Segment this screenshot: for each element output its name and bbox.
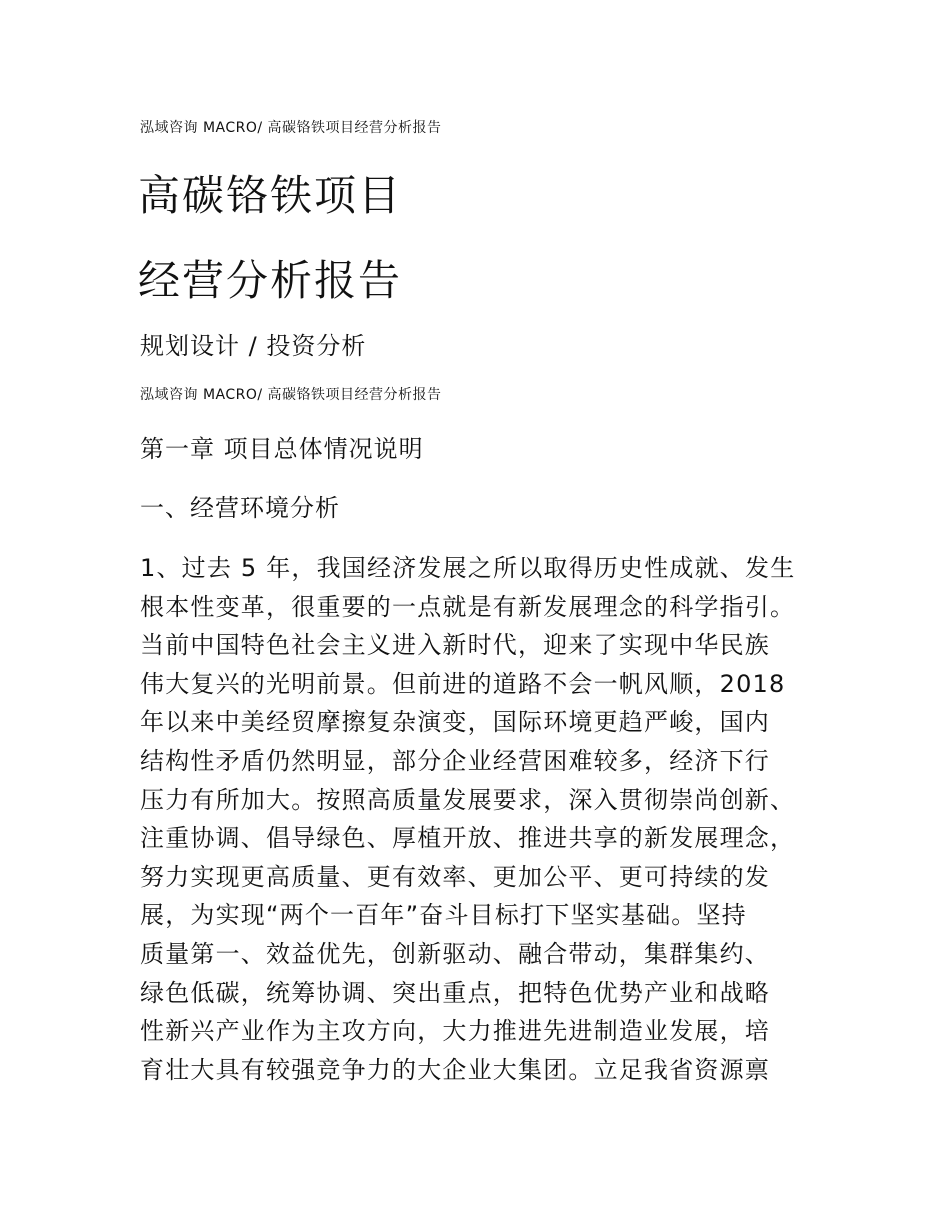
paragraph-line: 伟大复兴的光明前景。但前进的道路不会一帆风顺，2018 bbox=[140, 669, 786, 698]
document-title-line-1: 高碳铬铁项目 bbox=[138, 171, 403, 220]
running-header-repeat: 泓域咨询 MACRO/ 高碳铬铁项目经营分析报告 bbox=[140, 387, 442, 403]
paragraph-line: 质量第一、效益优先，创新驱动、融合带动，集群集约、 bbox=[140, 939, 770, 968]
paragraph-line: 当前中国特色社会主义进入新时代，迎来了实现中华民族 bbox=[140, 631, 770, 660]
paragraph-line: 努力实现更高质量、更有效率、更加公平、更可持续的发 bbox=[140, 862, 770, 891]
paragraph-line: 性新兴产业作为主攻方向，大力推进先进制造业发展，培 bbox=[140, 1017, 770, 1046]
running-header: 泓域咨询 MACRO/ 高碳铬铁项目经营分析报告 bbox=[140, 120, 442, 136]
paragraph-line: 绿色低碳，统筹协调、突出重点，把特色优势产业和战略 bbox=[140, 978, 770, 1007]
body-paragraph bbox=[140, 549, 830, 1089]
chapter-heading: 第一章 项目总体情况说明 bbox=[140, 435, 424, 463]
paragraph-line: 结构性矛盾仍然明显，部分企业经营困难较多，经济下行 bbox=[140, 746, 770, 775]
document-title-line-2: 经营分析报告 bbox=[138, 256, 403, 305]
paragraph-line: 1、过去 5 年，我国经济发展之所以取得历史性成就、发生 bbox=[140, 554, 796, 582]
paragraph-line: 根本性变革，很重要的一点就是有新发展理念的科学指引。 bbox=[140, 592, 796, 621]
paragraph-line: 注重协调、倡导绿色、厚植开放、推进共享的新发展理念， bbox=[140, 824, 796, 853]
section-heading: 一、经营环境分析 bbox=[140, 494, 340, 522]
paragraph-line: 展，为实现“两个一百年”奋斗目标打下坚实基础。坚持 bbox=[140, 901, 747, 930]
paragraph-line: 压力有所加大。按照高质量发展要求，深入贯彻崇尚创新、 bbox=[140, 785, 796, 814]
paragraph-line: 育壮大具有较强竞争力的大企业大集团。立足我省资源禀 bbox=[140, 1055, 770, 1084]
document-subtitle: 规划设计 / 投资分析 bbox=[140, 332, 367, 360]
paragraph-line: 年以来中美经贸摩擦复杂演变，国际环境更趋严峻，国内 bbox=[140, 708, 770, 737]
